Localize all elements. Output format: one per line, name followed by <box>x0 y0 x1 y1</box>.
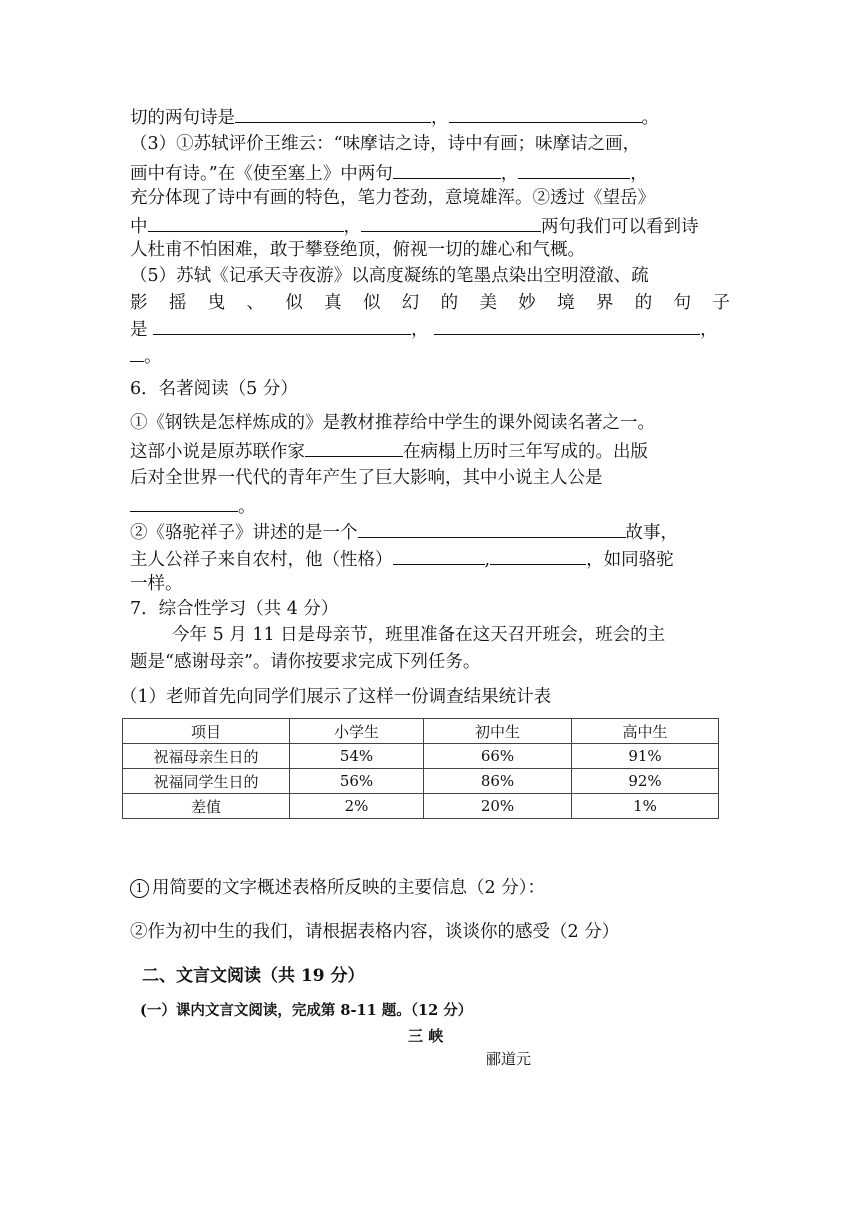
q7-line2: 题是“感谢母亲”。请你按要求完成下列任务。 <box>130 652 481 672</box>
table-header-cell: 项目 <box>123 719 290 744</box>
table-header-cell: 初中生 <box>424 719 572 744</box>
spread-char: 境 <box>557 293 575 313</box>
spread-char: 摇 <box>168 293 187 313</box>
essay-author: 郦道元 <box>486 1050 532 1068</box>
spread-char: 似 <box>362 293 381 313</box>
q5-part3-line3: 充分体现了诗中有画的特色，笔力苍劲，意境雄浑。②透过《望岳》 <box>130 188 655 208</box>
spread-char: 真 <box>324 293 342 313</box>
answer-blank[interactable] <box>305 438 403 457</box>
table-cell: 1% <box>572 794 719 819</box>
table-cell: 91% <box>572 744 719 769</box>
answer-blank[interactable] <box>434 316 700 335</box>
spread-char: 似 <box>285 293 303 313</box>
table-row <box>123 744 719 769</box>
table-cell: 2% <box>290 794 424 819</box>
table-cell: 54% <box>290 744 424 769</box>
table-row <box>123 769 719 794</box>
spread-char: 子 <box>712 293 730 313</box>
q6-line6: 主人公祥子来自农村，他（性格） , ，如同骆驼 <box>130 546 730 572</box>
table-header-row <box>123 719 719 744</box>
q5-part3-line4: 中 ， 两句我们可以看到诗 <box>130 213 730 239</box>
circled-number: 1 <box>130 879 149 898</box>
table-cell: 66% <box>424 744 572 769</box>
table-cell: 祝福同学生日的 <box>123 769 290 794</box>
prompt-text: 切的两句诗是 <box>130 108 235 128</box>
spread-char: 幻 <box>401 293 420 313</box>
answer-blank[interactable] <box>393 160 501 179</box>
answer-blank[interactable] <box>130 343 144 362</box>
q6-title: 6．名著阅读（5 分） <box>130 379 298 399</box>
answer-blank[interactable] <box>490 546 586 565</box>
essay-title: 三 峡 <box>408 1027 444 1045</box>
answer-blank[interactable] <box>393 546 485 565</box>
section-title: 二、文言文阅读（共 19 分） <box>142 966 365 986</box>
q7-sub1: （1）老师首先向同学们展示了这样一份调查结果统计表 <box>120 687 552 707</box>
table-cell: 86% <box>424 769 572 794</box>
spread-char: 句 <box>673 293 692 313</box>
q5-part3-line1: （3）①苏轼评价王维云：“味摩诘之诗，诗中有画；味摩诘之画， <box>130 134 641 154</box>
q6-line2: 这部小说是原苏联作家 在病榻上历时三年写成的。出版 <box>130 438 730 464</box>
spread-char: 影 <box>130 293 148 313</box>
poem-line-blanks: 切的两句诗是 ， 。 <box>130 104 730 130</box>
spread-char: 曳 <box>207 293 226 313</box>
q5-part3-line5: 人杜甫不怕困难，敢于攀登绝顶，俯视一切的雄心和气概。 <box>130 240 585 260</box>
spread-char: 的 <box>440 293 459 313</box>
q7-task1: 1 用简要的文字概述表格所反映的主要信息（2 分）： <box>130 876 730 900</box>
section-subtitle: (一）课内文言文阅读，完成第 8-11 题。（12 分） <box>140 1002 473 1019</box>
table-cell: 92% <box>572 769 719 794</box>
table-cell: 56% <box>290 769 424 794</box>
q6-line7: 一样。 <box>130 574 183 594</box>
q6-line3: 后对全世界一代代的青年产生了巨大影响，其中小说主人公是 <box>130 468 603 488</box>
q6-line5: ②《骆驼祥子》讲述的是一个 故事， <box>130 519 730 545</box>
table-cell: 20% <box>424 794 572 819</box>
q6-line1: ①《钢铁是怎样炼成的》是教材推荐给中学生的课外阅读名著之一。 <box>130 413 655 433</box>
answer-blank[interactable] <box>153 316 411 335</box>
q7-title: 7．综合性学习（共 4 分） <box>130 599 339 619</box>
table-header-cell: 高中生 <box>572 719 719 744</box>
table-cell: 差值 <box>123 794 290 819</box>
answer-blank[interactable] <box>130 493 238 512</box>
answer-blank[interactable] <box>518 160 630 179</box>
table-row <box>123 794 719 819</box>
q6-line4: 。 <box>130 493 730 519</box>
spread-char: 妙 <box>518 293 536 313</box>
answer-blank[interactable] <box>361 213 541 232</box>
spread-char: 的 <box>634 293 653 313</box>
q5-part5-line3: 是 ， ， <box>130 316 730 342</box>
answer-blank[interactable] <box>148 213 344 232</box>
q5-part5-line2 <box>130 291 730 315</box>
spread-char: 美 <box>479 293 497 313</box>
answer-blank[interactable] <box>449 104 642 123</box>
q7-task2: ②作为初中生的我们，请根据表格内容，谈谈你的感受（2 分） <box>130 922 620 942</box>
table-cell: 祝福母亲生日的 <box>123 744 290 769</box>
table-header-cell: 小学生 <box>290 719 424 744</box>
q7-line1: 今年 5 月 11 日是母亲节，班里准备在这天召开班会，班会的主 <box>172 625 666 645</box>
q5-part5-line1: （5）苏轼《记承天寺夜游》以高度凝练的笔墨点染出空明澄澈、疏 <box>130 266 649 286</box>
q5-part5-line4: 。 <box>130 343 730 369</box>
answer-blank[interactable] <box>235 104 431 123</box>
spread-char: 、 <box>246 293 264 313</box>
survey-table <box>122 718 719 819</box>
spread-char: 界 <box>595 293 614 313</box>
q5-part3-line2: 画中有诗。”在《使至塞上》中两句 ， ， <box>130 160 730 186</box>
answer-blank[interactable] <box>358 519 626 538</box>
